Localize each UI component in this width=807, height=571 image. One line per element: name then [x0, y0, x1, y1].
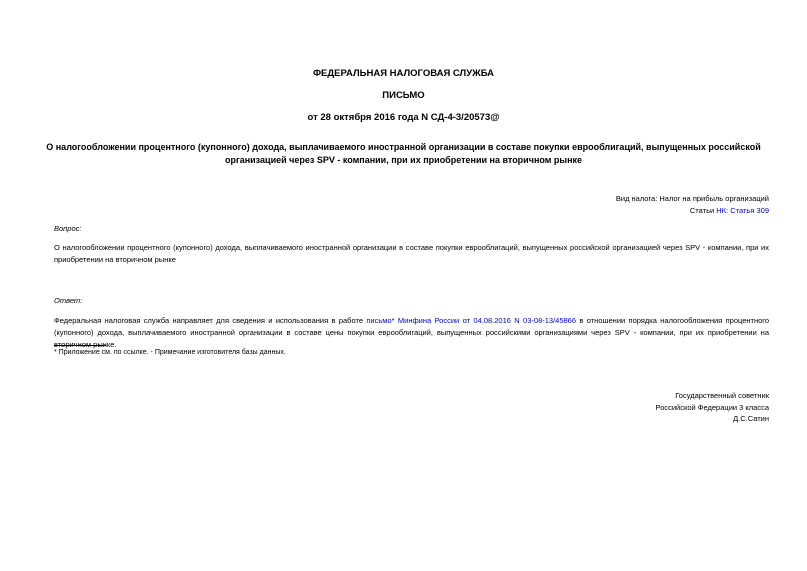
answer-label: Ответ: — [54, 296, 83, 305]
articles-prefix: Статьи — [689, 206, 717, 215]
question-text — [54, 242, 769, 266]
footnote-asterisk: * — [391, 316, 395, 325]
document-date-number: от 28 октября 2016 года N СД-4-3/20573@ — [307, 112, 500, 123]
answer-after: в отношении порядка налогообложения процентного (купонного) дохода, выплачиваемого иностранной организации в составе цены покупки еврооблигаций, выпущенных российскими организациями через SPV - компании, при их приобретении на вторичном рынке. — [54, 316, 770, 349]
articles-link[interactable]: НК: Статья 309 — [716, 206, 769, 215]
document-type: ПИСЬМО — [382, 90, 425, 101]
signature-position: Государственный советник — [675, 391, 769, 400]
footnote-divider — [54, 345, 106, 346]
footnote: * Приложение см. по ссылке. - Примечание изготовителя базы данных. — [54, 349, 286, 356]
signature-name: Д.С.Сатин — [733, 414, 769, 423]
signature-block — [656, 390, 769, 425]
articles-line — [690, 205, 769, 216]
question-label: Вопрос: — [54, 224, 82, 233]
ministry-letter-link[interactable]: Минфина России от 04.08.2016 N 03-08-13/45866 — [394, 316, 577, 325]
agency-title: ФЕДЕРАЛЬНАЯ НАЛОГОВАЯ СЛУЖБА — [312, 68, 495, 79]
letter-link[interactable]: письмо — [366, 316, 392, 325]
answer-before: Федеральная налоговая служба направляет для сведения и использования в работе — [54, 316, 367, 325]
subject-line-1: О налогообложении процентного (купонного) дохода, выплачиваемого иностранной организации в составе покупки еврооблигаций, выпущенных российской — [46, 142, 761, 152]
question-body: О налогообложении процентного (купонного) дохода, выплачиваемого иностранной организации в составе покупки еврооблигаций, выпущенных российской организацией через SPV - компании, при их приобретении на вторичном рынке — [54, 243, 769, 264]
signature-rank: Российской Федерации 3 класса — [655, 402, 769, 412]
subject-line-2: организацией через SPV - компании, при их приобретении на вторичном рынке — [224, 155, 583, 165]
tax-type: Вид налога: Налог на прибыль организаций — [615, 194, 769, 203]
answer-text — [54, 315, 769, 351]
